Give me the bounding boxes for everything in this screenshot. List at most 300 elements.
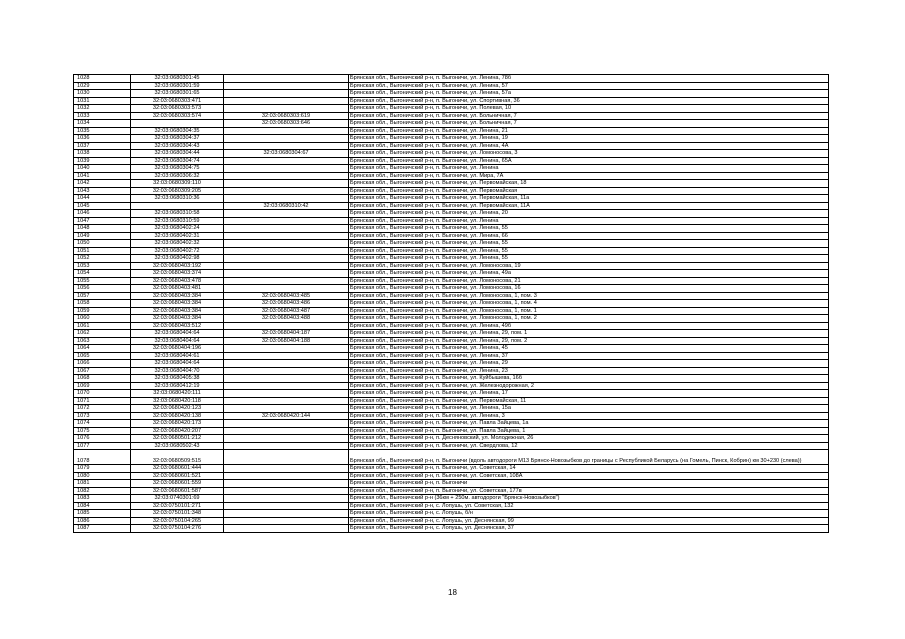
address-cell: Брянская обл., Выгоничский р-н, п. Выгоничи, ул. Полевая, 10 [349,105,829,113]
cadastral-number-cell: 32:03:0680403:512 [131,322,224,330]
row-number-cell: 1066 [74,360,131,368]
parent-cadastral-number-cell: 32:03:0680304:67 [224,150,349,158]
address-cell: Брянская обл., Выгоничский р-н, п. Выгоничи, ул. Спортивная, 36 [349,97,829,105]
parent-cadastral-number-cell [224,375,349,383]
address-cell: Брянская обл., Выгоничский р-н, п. Выгоничи, ул. Ломоносова, 1, пом. 1 [349,307,829,315]
address-cell: Брянская обл., Выгоничский р-н, с. Лопушь, б/н [349,510,829,518]
parent-cadastral-number-cell: 32:03:0680303:646 [224,120,349,128]
row-number-cell: 1037 [74,142,131,150]
table-row [74,330,829,338]
address-cell: Брянская обл., Выгоничский р-н, с. Лопушь, ул. Советская, 132 [349,502,829,510]
parent-cadastral-number-cell [224,405,349,413]
parent-cadastral-number-cell [224,172,349,180]
address-cell: Брянская обл., Выгоничский р-н, п. Выгоничи, ул. Ленина, 66 [349,232,829,240]
table-row [74,367,829,375]
table-row [74,465,829,473]
row-number-cell: 1052 [74,255,131,263]
cadastral-number-cell: 32:03:0680310:58 [131,210,224,218]
cadastral-number-cell: 32:03:0680310:36 [131,195,224,203]
table-row [74,322,829,330]
address-cell: Брянская обл., Выгоничский р-н, п. Выгоничи, ул. Советская, 177в [349,487,829,495]
table-row [74,262,829,270]
address-cell: Брянская обл., Выгоничский р-н, п. Выгоничи, ул. Ленина, 20 [349,210,829,218]
cadastral-number-cell: 32:03:0680420:138 [131,412,224,420]
cadastral-number-cell: 32:03:0680309:205 [131,187,224,195]
table-row [74,240,829,248]
parent-cadastral-number-cell [224,180,349,188]
table-row [74,405,829,413]
row-number-cell: 1071 [74,397,131,405]
address-cell: Брянская обл., Выгоничский р-н, п. Выгоничи, ул. Ленина, 45 [349,345,829,353]
table-row [74,90,829,98]
address-cell: Брянская обл., Выгоничский р-н, п. Выгоничи, ул. Мира, 7А [349,172,829,180]
cadastral-number-cell: 32:03:0680304:44 [131,150,224,158]
cadastral-number-cell: 32:03:0750104:276 [131,525,224,533]
parent-cadastral-number-cell: 32:03:0680303:619 [224,112,349,120]
table-row [74,480,829,488]
cadastral-number-cell: 32:03:0680403:481 [131,285,224,293]
row-number-cell: 1084 [74,502,131,510]
table-row [74,225,829,233]
cadastral-number-cell: 32:03:0680601:587 [131,487,224,495]
address-cell: Брянская обл., Выгоничский р-н, п. Выгоничи, ул. Первомайская, 18 [349,180,829,188]
row-number-cell: 1078 [74,450,131,465]
cadastral-number-cell: 32:03:0680306:32 [131,172,224,180]
row-number-cell: 1074 [74,420,131,428]
parent-cadastral-number-cell [224,517,349,525]
cadastral-number-cell: 32:03:0680403:384 [131,292,224,300]
table-row [74,202,829,210]
parent-cadastral-number-cell [224,247,349,255]
parent-cadastral-number-cell: 32:03:0680310:42 [224,202,349,210]
cadastral-number-cell: 32:03:0680304:35 [131,127,224,135]
table-row [74,300,829,308]
parent-cadastral-number-cell: 32:03:0680403:485 [224,292,349,300]
table-row [74,390,829,398]
address-cell: Брянская обл., Выгоничский р-н, п. Выгоничи, ул. Ленина, 78б [349,75,829,83]
parent-cadastral-number-cell [224,427,349,435]
parent-cadastral-number-cell [224,465,349,473]
table-row [74,270,829,278]
parent-cadastral-number-cell [224,352,349,360]
address-cell: Брянская обл., Выгоничский р-н, п. Выгоничи, ул. Первомайская [349,187,829,195]
table-row [74,292,829,300]
parent-cadastral-number-cell [224,322,349,330]
address-cell: Брянская обл., Выгоничский р-н, п. Выгоничи, ул. Ломоносова, 1, пом. 3 [349,292,829,300]
table-row [74,277,829,285]
row-number-cell: 1033 [74,112,131,120]
row-number-cell: 1036 [74,135,131,143]
address-cell: Брянская обл., Выгоничский р-н, п. Выгоничи, ул. Ленина, 4А [349,142,829,150]
parent-cadastral-number-cell: 32:03:0680420:144 [224,412,349,420]
parent-cadastral-number-cell [224,487,349,495]
parent-cadastral-number-cell: 32:03:0680403:488 [224,315,349,323]
row-number-cell: 1056 [74,285,131,293]
row-number-cell: 1057 [74,292,131,300]
table-row [74,105,829,113]
address-cell: Брянская обл., Выгоничский р-н, п. Выгоничи, ул. Ленина, 15а [349,405,829,413]
parent-cadastral-number-cell [224,135,349,143]
row-number-cell: 1055 [74,277,131,285]
row-number-cell: 1051 [74,247,131,255]
cadastral-number-cell [131,120,224,128]
cadastral-number-cell: 32:03:0680509:515 [131,450,224,465]
table-row [74,382,829,390]
table-body [74,75,829,533]
address-cell: Брянская обл., Выгоничский р-н, с. Лопушь, ул. Деснянская, 99 [349,517,829,525]
address-cell: Брянская обл., Выгоничский р-н, п. Выгоничи, ул. Больничная, 7 [349,120,829,128]
parent-cadastral-number-cell: 32:03:0680403:486 [224,300,349,308]
parent-cadastral-number-cell: 32:03:0680404:187 [224,330,349,338]
parent-cadastral-number-cell [224,390,349,398]
table-row [74,255,829,263]
row-number-cell: 1063 [74,337,131,345]
cadastral-number-cell: 32:03:0680402:24 [131,225,224,233]
address-cell: Брянская обл., Выгоничский р-н, п. Выгоничи, ул. Ленина, 57а [349,90,829,98]
table-row [74,360,829,368]
parent-cadastral-number-cell [224,262,349,270]
row-number-cell: 1041 [74,172,131,180]
table-row [74,120,829,128]
parent-cadastral-number-cell [224,157,349,165]
cadastral-number-cell: 32:03:0680402:32 [131,240,224,248]
row-number-cell: 1030 [74,90,131,98]
cadastral-number-cell: 32:03:0680403:192 [131,262,224,270]
table-row [74,82,829,90]
cadastral-number-cell: 32:03:0680301:59 [131,82,224,90]
address-cell: Брянская обл., Выгоничский р-н, п. Выгоничи, ул. Ломоносова, 16 [349,285,829,293]
address-cell: Брянская обл., Выгоничский р-н, п. Выгоничи, ул. Павла Зайцева, 1а [349,420,829,428]
cadastral-number-cell: 32:03:0680404:64 [131,337,224,345]
address-cell: Брянская обл., Выгоничский р-н (36км + 250м. автодороги "Брянск-Новозыбков") [349,495,829,503]
address-cell: Брянская обл., Выгоничский р-н, п. Выгоничи, ул. Ленина, 55 [349,240,829,248]
table-row [74,232,829,240]
row-number-cell: 1062 [74,330,131,338]
row-number-cell: 1070 [74,390,131,398]
table-row [74,472,829,480]
row-number-cell: 1076 [74,435,131,443]
address-cell: Брянская обл., Выгоничский р-н, п. Выгоничи, ул. Первомайская, 11 [349,397,829,405]
row-number-cell: 1080 [74,472,131,480]
cadastral-number-cell: 32:03:0750104:265 [131,517,224,525]
row-number-cell: 1060 [74,315,131,323]
address-cell: Брянская обл., Выгоничский р-н, п. Выгоничи, ул. Ленина, 49б [349,322,829,330]
cadastral-number-cell: 32:03:0680304:37 [131,135,224,143]
address-cell: Брянская обл., Выгоничский р-н, п. Выгоничи, ул. Ленина, 17 [349,390,829,398]
row-number-cell: 1053 [74,262,131,270]
parent-cadastral-number-cell [224,510,349,518]
table-row [74,135,829,143]
page-number: 18 [448,588,457,597]
parent-cadastral-number-cell [224,360,349,368]
table-row [74,127,829,135]
table-row [74,180,829,188]
parent-cadastral-number-cell: 32:03:0680403:487 [224,307,349,315]
row-number-cell: 1068 [74,375,131,383]
address-cell: Брянская обл., Выгоничский р-н, п. Выгоничи, ул. Первомайская, 11А [349,202,829,210]
parent-cadastral-number-cell [224,165,349,173]
cadastral-number-cell: 32:03:0680304:74 [131,157,224,165]
address-cell: Брянская обл., Выгоничский р-н, п. Десняновский, ул. Молодежная, 26 [349,435,829,443]
parent-cadastral-number-cell [224,217,349,225]
parent-cadastral-number-cell [224,240,349,248]
row-number-cell: 1045 [74,202,131,210]
cadastral-number-cell: 32:03:0680304:43 [131,142,224,150]
row-number-cell: 1047 [74,217,131,225]
row-number-cell: 1040 [74,165,131,173]
table-row [74,420,829,428]
cadastral-number-cell: 32:03:0680402:31 [131,232,224,240]
parent-cadastral-number-cell [224,142,349,150]
row-number-cell: 1034 [74,120,131,128]
row-number-cell: 1031 [74,97,131,105]
table-row [74,187,829,195]
table-row [74,195,829,203]
address-cell: Брянская обл., Выгоничский р-н, п. Выгоничи, ул. Ленина, 29, пом. 1 [349,330,829,338]
cadastral-number-cell: 32:03:0680309:110 [131,180,224,188]
parent-cadastral-number-cell [224,82,349,90]
row-number-cell: 1075 [74,427,131,435]
table-row [74,397,829,405]
row-number-cell: 1044 [74,195,131,203]
row-number-cell: 1083 [74,495,131,503]
cadastral-number-cell: 32:03:0680405:38 [131,375,224,383]
cadastral-number-cell: 32:03:0680301:65 [131,90,224,98]
cadastral-number-cell: 32:03:0680301:45 [131,75,224,83]
table-row [74,525,829,533]
parent-cadastral-number-cell [224,397,349,405]
address-cell: Брянская обл., Выгоничский р-н, п. Выгоничи, ул. Ломоносова, 1, пом. 2 [349,315,829,323]
row-number-cell: 1064 [74,345,131,353]
row-number-cell: 1032 [74,105,131,113]
row-number-cell: 1073 [74,412,131,420]
table-row [74,142,829,150]
cadastral-number-cell: 32:03:0680403:478 [131,277,224,285]
address-cell: Брянская обл., Выгоничский р-н, п. Выгоничи, ул. Ленина, 55 [349,247,829,255]
cadastral-number-cell: 32:03:0750101:348 [131,510,224,518]
cadastral-number-cell: 32:03:0680404:64 [131,360,224,368]
cadastral-number-cell: 32:03:0680420:123 [131,405,224,413]
table-row [74,247,829,255]
table-row [74,435,829,443]
row-number-cell: 1059 [74,307,131,315]
cadastral-number-cell: 32:03:0680420:111 [131,390,224,398]
address-cell: Брянская обл., Выгоничский р-н, п. Выгоничи, ул. Больничная, 7 [349,112,829,120]
row-number-cell: 1042 [74,180,131,188]
address-cell: Брянская обл., Выгоничский р-н, п. Выгоничи, ул. Ломоносова, 3 [349,150,829,158]
address-cell: Брянская обл., Выгоничский р-н, п. Выгоничи, ул. Ленина, 29, пом. 2 [349,337,829,345]
table-row [74,97,829,105]
address-cell: Брянская обл., Выгоничский р-н, п. Выгоничи, ул. Ломоносова, 1, пом. 4 [349,300,829,308]
parent-cadastral-number-cell [224,255,349,263]
parent-cadastral-number-cell [224,277,349,285]
row-number-cell: 1049 [74,232,131,240]
parent-cadastral-number-cell [224,225,349,233]
table-row [74,442,829,450]
table-row [74,315,829,323]
cadastral-table [73,74,829,533]
address-cell: Брянская обл., Выгоничский р-н, п. Выгоничи, ул. Ленина, 19 [349,135,829,143]
address-cell: Брянская обл., Выгоничский р-н, с. Лопушь, ул. Деснянская, 37 [349,525,829,533]
parent-cadastral-number-cell [224,232,349,240]
row-number-cell: 1058 [74,300,131,308]
row-number-cell: 1061 [74,322,131,330]
cadastral-number-cell: 32:03:0680403:384 [131,300,224,308]
parent-cadastral-number-cell [224,442,349,450]
cadastral-number-cell: 32:03:0680601:444 [131,465,224,473]
cadastral-number-cell: 32:03:0680601:521 [131,472,224,480]
cadastral-number-cell: 32:03:0680404:196 [131,345,224,353]
table-row [74,510,829,518]
cadastral-number-cell: 32:03:0680303:574 [131,112,224,120]
address-cell: Брянская обл., Выгоничский р-н, п. Выгоничи, ул. Ленина, 37 [349,352,829,360]
row-number-cell: 1077 [74,442,131,450]
parent-cadastral-number-cell [224,127,349,135]
parent-cadastral-number-cell [224,480,349,488]
table-row [74,75,829,83]
cadastral-number-cell: 32:03:0680403:384 [131,307,224,315]
parent-cadastral-number-cell [224,382,349,390]
table-row [74,375,829,383]
table-row [74,217,829,225]
address-cell: Брянская обл., Выгоничский р-н, п. Выгоничи, ул. Ломоносова, 19 [349,262,829,270]
address-cell: Брянская обл., Выгоничский р-н, п. Выгоничи, ул. Куйбышева, 16б [349,375,829,383]
address-cell: Брянская обл., Выгоничский р-н, п. Выгоничи, ул. Первомайская, 11а [349,195,829,203]
row-number-cell: 1054 [74,270,131,278]
row-number-cell: 1069 [74,382,131,390]
parent-cadastral-number-cell [224,525,349,533]
cadastral-number-cell: 32:03:0680420:173 [131,420,224,428]
parent-cadastral-number-cell [224,187,349,195]
table-row [74,172,829,180]
parent-cadastral-number-cell [224,270,349,278]
table-row [74,210,829,218]
address-cell: Брянская обл., Выгоничский р-н, п. Выгоничи, ул. Ленина, 57 [349,82,829,90]
table-row [74,165,829,173]
row-number-cell: 1029 [74,82,131,90]
table-row [74,450,829,465]
address-cell: Брянская обл., Выгоничский р-н, п. Выгоничи, ул. Железнодорожная, 2 [349,382,829,390]
cadastral-number-cell: 32:03:0680502:43 [131,442,224,450]
parent-cadastral-number-cell [224,420,349,428]
row-number-cell: 1038 [74,150,131,158]
table-row [74,412,829,420]
address-cell: Брянская обл., Выгоничский р-н, п. Выгоничи, ул. Ломоносова, 21 [349,277,829,285]
table-row [74,345,829,353]
table-row [74,487,829,495]
table-row [74,285,829,293]
table-row [74,307,829,315]
address-cell: Брянская обл., Выгоничский р-н, п. Выгоничи, ул. Ленина, 21 [349,127,829,135]
row-number-cell: 1065 [74,352,131,360]
address-cell: Брянская обл., Выгоничский р-н, п. Выгоничи (вдоль автодороги М13 Брянск-Новозыбков до границы с Республикой Беларусь (на Гомель, Пинск, Кобрин) км 30+230 (слева)) [349,450,829,465]
cadastral-number-cell: 32:03:0680403:374 [131,270,224,278]
row-number-cell: 1067 [74,367,131,375]
table-row [74,157,829,165]
row-number-cell: 1050 [74,240,131,248]
parent-cadastral-number-cell [224,435,349,443]
table-row [74,337,829,345]
address-cell: Брянская обл., Выгоничский р-н, п. Выгоничи, ул. Ленина [349,165,829,173]
cadastral-number-cell: 32:03:0680402:98 [131,255,224,263]
address-cell: Брянская обл., Выгоничский р-н, п. Выгоничи, ул. Советская, 108А [349,472,829,480]
row-number-cell: 1086 [74,517,131,525]
address-cell: Брянская обл., Выгоничский р-н, п. Выгоничи, ул. Ленина, 55 [349,255,829,263]
cadastral-number-cell: 32:03:0680501:212 [131,435,224,443]
address-cell: Брянская обл., Выгоничский р-н, п. Выгоничи, ул. Павла Зайцева, 1 [349,427,829,435]
table-row [74,150,829,158]
parent-cadastral-number-cell [224,105,349,113]
cadastral-number-cell: 32:03:0680310:59 [131,217,224,225]
row-number-cell: 1082 [74,487,131,495]
parent-cadastral-number-cell [224,450,349,465]
parent-cadastral-number-cell [224,345,349,353]
cadastral-number-cell: 32:03:0750101:271 [131,502,224,510]
address-cell: Брянская обл., Выгоничский р-н, п. Выгоничи, ул. Ленина, 23 [349,367,829,375]
cadastral-number-cell: 32:03:0680420:207 [131,427,224,435]
table-row [74,495,829,503]
address-cell: Брянская обл., Выгоничский р-н, п. Выгоничи, ул. Советская, 14 [349,465,829,473]
row-number-cell: 1048 [74,225,131,233]
row-number-cell: 1028 [74,75,131,83]
cadastral-number-cell: 32:03:0680404:64 [131,330,224,338]
parent-cadastral-number-cell [224,210,349,218]
address-cell: Брянская обл., Выгоничский р-н, п. Выгоничи, ул. Свердлова, 12 [349,442,829,450]
cadastral-number-cell: 32:03:0680304:75 [131,165,224,173]
cadastral-number-cell: 32:03:0680303:471 [131,97,224,105]
row-number-cell: 1081 [74,480,131,488]
parent-cadastral-number-cell [224,97,349,105]
parent-cadastral-number-cell [224,495,349,503]
cadastral-number-cell: 32:03:0680412:19 [131,382,224,390]
row-number-cell: 1035 [74,127,131,135]
row-number-cell: 1072 [74,405,131,413]
row-number-cell: 1079 [74,465,131,473]
parent-cadastral-number-cell [224,195,349,203]
parent-cadastral-number-cell [224,285,349,293]
parent-cadastral-number-cell [224,90,349,98]
row-number-cell: 1046 [74,210,131,218]
address-cell: Брянская обл., Выгоничский р-н, п. Выгоничи, ул. Ленина, 49а [349,270,829,278]
row-number-cell: 1043 [74,187,131,195]
address-cell: Брянская обл., Выгоничский р-н, п. Выгоничи, ул. Ленина, 3 [349,412,829,420]
cadastral-number-cell: 32:03:0680404:70 [131,367,224,375]
parent-cadastral-number-cell: 32:03:0680404:188 [224,337,349,345]
cadastral-number-cell: 32:03:0680404:61 [131,352,224,360]
row-number-cell: 1085 [74,510,131,518]
cadastral-number-cell: 32:03:0680420:118 [131,397,224,405]
cadastral-number-cell: 32:03:0680601:559 [131,480,224,488]
table-row [74,112,829,120]
address-cell: Брянская обл., Выгоничский р-н, п. Выгоничи [349,480,829,488]
parent-cadastral-number-cell [224,367,349,375]
cadastral-number-cell: 32:03:0680303:573 [131,105,224,113]
table-row [74,502,829,510]
address-cell: Брянская обл., Выгоничский р-н, п. Выгоничи, ул. Ленина [349,217,829,225]
row-number-cell: 1039 [74,157,131,165]
table-row [74,427,829,435]
table-row [74,352,829,360]
parent-cadastral-number-cell [224,75,349,83]
address-cell: Брянская обл., Выгоничский р-н, п. Выгоничи, ул. Ленина, 65А [349,157,829,165]
cadastral-number-cell: 32:03:0680402:72 [131,247,224,255]
address-cell: Брянская обл., Выгоничский р-н, п. Выгоничи, ул. Ленина, 29 [349,360,829,368]
row-number-cell: 1087 [74,525,131,533]
cadastral-number-cell: 32:03:0680403:384 [131,315,224,323]
table-row [74,517,829,525]
parent-cadastral-number-cell [224,472,349,480]
cadastral-number-cell: 32:03:0740301:69 [131,495,224,503]
